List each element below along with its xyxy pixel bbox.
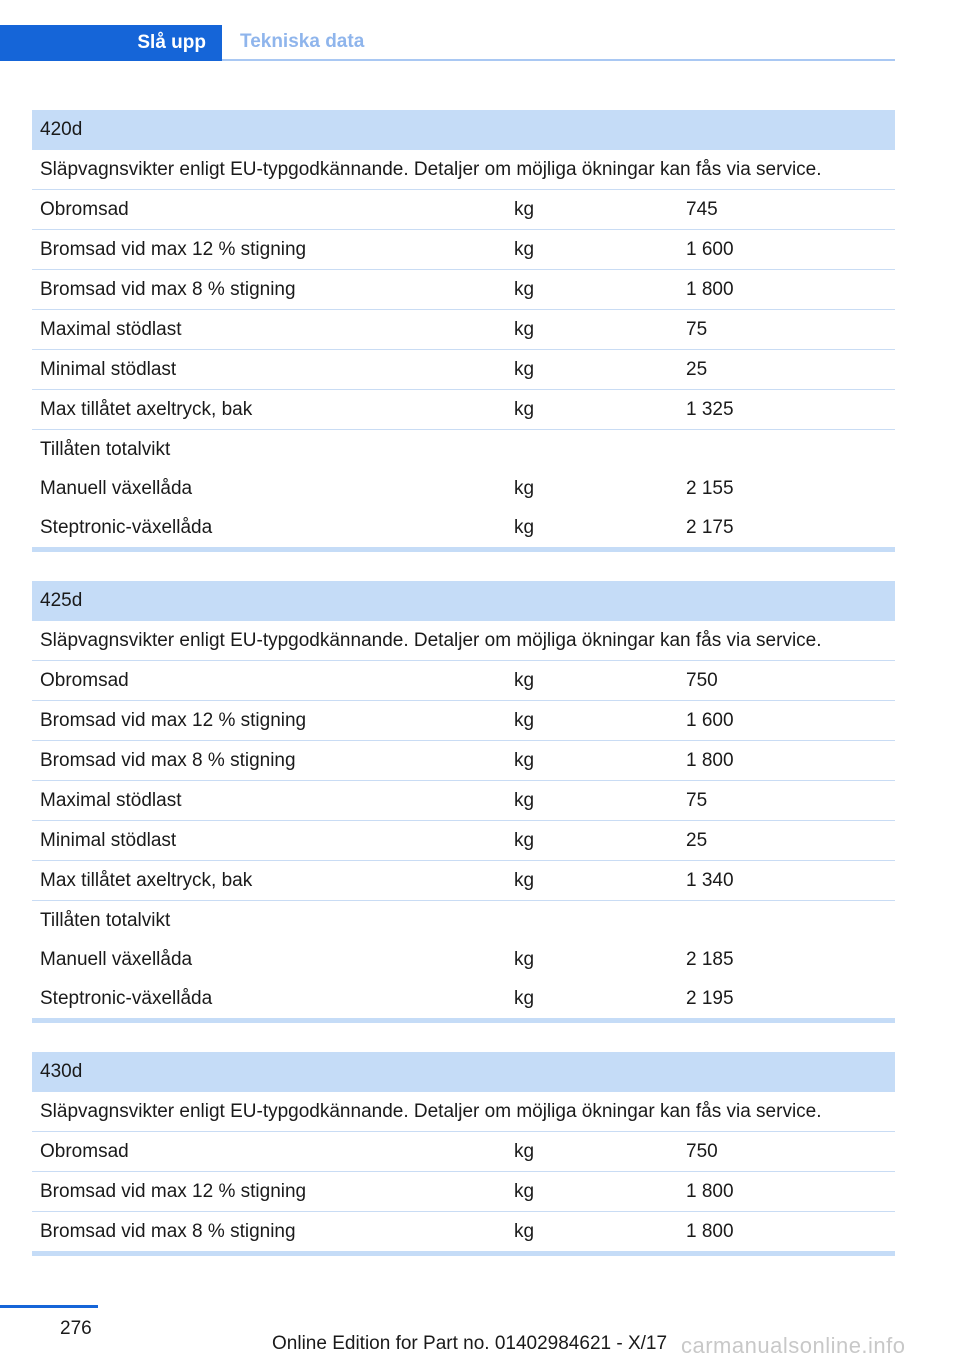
row-value: 2 155 — [686, 477, 734, 499]
row-unit: kg — [514, 948, 535, 970]
table-end-rule — [32, 1018, 895, 1023]
table-row — [32, 230, 895, 270]
table-row — [32, 1132, 895, 1172]
edition-text: Online Edition for Part no. 01402984621 - X/17 — [272, 1333, 668, 1354]
table-row — [32, 270, 895, 310]
table-note — [32, 1092, 895, 1132]
row-value: 2 175 — [686, 516, 734, 538]
table-row — [32, 901, 895, 940]
row-value: 1 340 — [686, 869, 734, 891]
note-text: Släpvagnsvikter enligt EU-typgodkännande. Detaljer om möjliga ökningar kan fås via service. — [40, 158, 822, 180]
row-value: 750 — [686, 1140, 718, 1162]
table-row — [32, 741, 895, 781]
footer-accent-line — [0, 1305, 98, 1308]
row-unit: kg — [514, 318, 535, 340]
row-value: 750 — [686, 669, 718, 691]
row-value: 1 800 — [686, 1180, 734, 1202]
table-row — [32, 821, 895, 861]
row-label: Max tillåtet axeltryck, bak — [40, 398, 253, 420]
row-value: 75 — [686, 789, 708, 811]
row-value: 2 195 — [686, 987, 734, 1009]
table-end-rule — [32, 547, 895, 552]
row-unit: kg — [514, 1180, 535, 1202]
table-note — [32, 150, 895, 190]
table-row — [32, 469, 895, 508]
watermark: carmanualsonline.info — [681, 1333, 906, 1358]
row-value: 2 185 — [686, 948, 734, 970]
table-row — [32, 508, 895, 547]
table-row — [32, 1212, 895, 1251]
table-row — [32, 661, 895, 701]
row-value: 25 — [686, 358, 708, 380]
table-row — [32, 430, 895, 469]
row-label: Maximal stödlast — [40, 318, 182, 340]
row-unit: kg — [514, 278, 535, 300]
row-label: Max tillåtet axeltryck, bak — [40, 869, 253, 891]
table-row — [32, 310, 895, 350]
note-text: Släpvagnsvikter enligt EU-typgodkännande. Detaljer om möjliga ökningar kan fås via service. — [40, 629, 822, 651]
row-value: 1 600 — [686, 238, 734, 260]
note-text: Släpvagnsvikter enligt EU-typgodkännande. Detaljer om möjliga ökningar kan fås via service. — [40, 1100, 822, 1122]
table-row — [32, 861, 895, 901]
row-unit: kg — [514, 987, 535, 1009]
row-value: 745 — [686, 198, 718, 220]
table-title: 420d — [32, 110, 895, 150]
table-title: 425d — [32, 581, 895, 621]
row-unit: kg — [514, 516, 535, 538]
row-label: Obromsad — [40, 1140, 129, 1162]
row-label: Manuell växellåda — [40, 948, 193, 970]
row-label: Bromsad vid max 12 % stigning — [40, 238, 307, 260]
table-row — [32, 701, 895, 741]
row-label: Bromsad vid max 8 % stigning — [40, 278, 296, 300]
tab-sla-upp[interactable]: Slå upp — [0, 25, 222, 61]
table-row — [32, 190, 895, 230]
table-note — [32, 621, 895, 661]
row-unit: kg — [514, 398, 535, 420]
row-value: 1 800 — [686, 1220, 734, 1242]
table-row — [32, 1172, 895, 1212]
row-unit: kg — [514, 829, 535, 851]
row-label: Obromsad — [40, 669, 129, 691]
row-unit: kg — [514, 198, 535, 220]
table-row — [32, 979, 895, 1018]
row-value: 1 600 — [686, 709, 734, 731]
row-label: Manuell växellåda — [40, 477, 193, 499]
row-label: Tillåten totalvikt — [40, 909, 171, 931]
row-unit: kg — [514, 1140, 535, 1162]
top-navigation — [0, 25, 895, 61]
tab-tekniska-data[interactable]: Tekniska data — [222, 25, 895, 61]
table-title: 430d — [32, 1052, 895, 1092]
row-label: Bromsad vid max 8 % stigning — [40, 1220, 296, 1242]
spec-table-420d — [32, 110, 895, 552]
table-row — [32, 940, 895, 979]
row-value: 1 800 — [686, 278, 734, 300]
row-value: 75 — [686, 318, 708, 340]
row-label: Obromsad — [40, 198, 129, 220]
row-value: 1 325 — [686, 398, 734, 420]
row-value: 25 — [686, 829, 708, 851]
row-label: Bromsad vid max 12 % stigning — [40, 709, 307, 731]
row-label: Tillåten totalvikt — [40, 438, 171, 460]
row-unit: kg — [514, 869, 535, 891]
row-value: 1 800 — [686, 749, 734, 771]
page-number: 276 — [60, 1318, 92, 1339]
row-unit: kg — [514, 749, 535, 771]
row-unit: kg — [514, 669, 535, 691]
spec-table-425d — [32, 581, 895, 1023]
row-unit: kg — [514, 477, 535, 499]
table-row — [32, 350, 895, 390]
row-label: Minimal stödlast — [40, 358, 177, 380]
row-label: Bromsad vid max 8 % stigning — [40, 749, 296, 771]
table-row — [32, 781, 895, 821]
table-end-rule — [32, 1251, 895, 1256]
spec-table-430d — [32, 1052, 895, 1256]
row-label: Maximal stödlast — [40, 789, 182, 811]
row-unit: kg — [514, 789, 535, 811]
row-unit: kg — [514, 1220, 535, 1242]
table-row — [32, 390, 895, 430]
row-unit: kg — [514, 709, 535, 731]
row-label: Minimal stödlast — [40, 829, 177, 851]
row-label: Steptronic-växellåda — [40, 516, 213, 538]
row-unit: kg — [514, 358, 535, 380]
row-label: Bromsad vid max 12 % stigning — [40, 1180, 307, 1202]
row-label: Steptronic-växellåda — [40, 987, 213, 1009]
row-unit: kg — [514, 238, 535, 260]
